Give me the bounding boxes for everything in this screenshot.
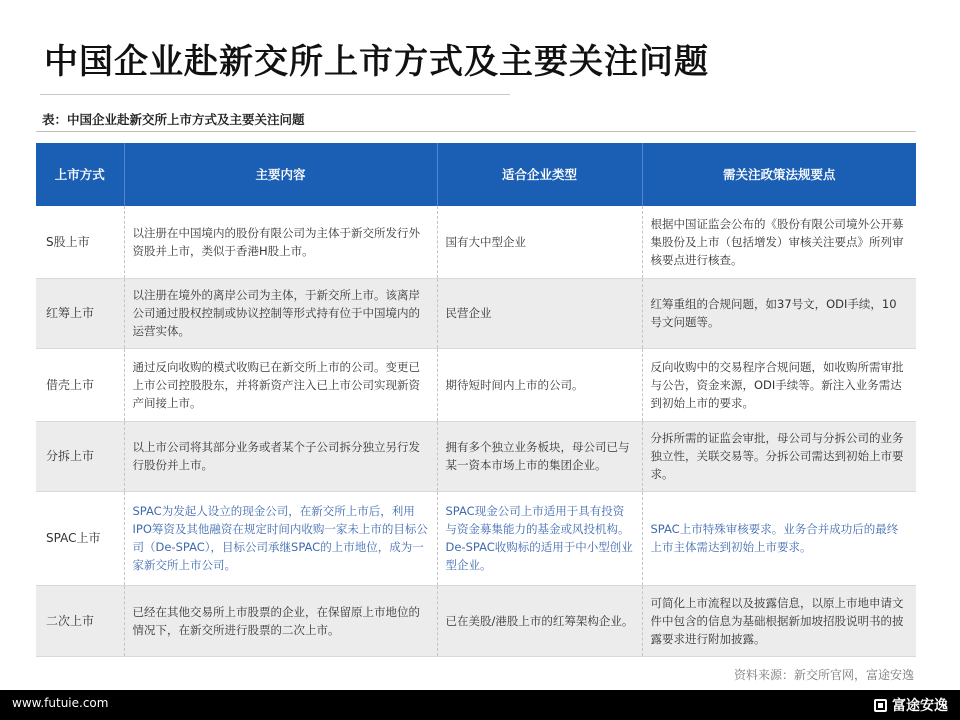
cell-policy-points: 分拆所需的证监会审批，母公司与分拆公司的业务独立性，关联交易等。分拆公司需达到初始上市要求。 bbox=[642, 421, 916, 491]
caption-divider bbox=[36, 131, 916, 132]
cell-enterprise-type: SPAC现金公司上市适用于具有投资与资金募集能力的基金或风投机构。De-SPAC收购标的适用于中小型创业型企业。 bbox=[437, 491, 642, 585]
page-title: 中国企业赴新交所上市方式及主要关注问题 bbox=[44, 42, 709, 82]
table-row bbox=[36, 491, 916, 585]
cell-policy-points: 根据中国证监会公布的《股份有限公司境外公开募集股份及上市（包括增发）审核关注要点》所列审核要点进行核查。 bbox=[642, 206, 916, 278]
cell-enterprise-type: 拥有多个独立业务板块，母公司已与某一资本市场上市的集团企业。 bbox=[437, 421, 642, 491]
table-row bbox=[36, 278, 916, 348]
table-row bbox=[36, 348, 916, 421]
cell-content: 以注册在境外的离岸公司为主体，于新交所上市。该离岸公司通过股权控制或协议控制等形式持有位于中国境内的运营实体。 bbox=[124, 278, 437, 348]
footer-url[interactable]: www.futuie.com bbox=[12, 696, 109, 710]
brand-logo bbox=[874, 695, 948, 715]
cell-policy-points: 红筹重组的合规问题，如37号文，ODI手续，10号文问题等。 bbox=[642, 278, 916, 348]
cell-method: 红筹上市 bbox=[36, 278, 124, 348]
cell-method: S股上市 bbox=[36, 206, 124, 278]
cell-content: SPAC为发起人设立的现金公司，在新交所上市后，利用IPO筹资及其他融资在规定时间内收购一家未上市的目标公司（De-SPAC），目标公司承继SPAC的上市地位，成为一家新交所上市公司。 bbox=[124, 491, 437, 585]
brand-icon bbox=[874, 699, 887, 712]
cell-enterprise-type: 期待短时间内上市的公司。 bbox=[437, 348, 642, 421]
table-row bbox=[36, 421, 916, 491]
listing-methods-table bbox=[36, 143, 916, 657]
cell-method: SPAC上市 bbox=[36, 491, 124, 585]
cell-method: 分拆上市 bbox=[36, 421, 124, 491]
header-policy-points: 需关注政策法规要点 bbox=[642, 143, 916, 206]
table-caption: 表：中国企业赴新交所上市方式及主要关注问题 bbox=[42, 112, 305, 127]
source-note: 资料来源：新交所官网，富途安逸 bbox=[733, 668, 914, 682]
header-content: 主要内容 bbox=[124, 143, 437, 206]
cell-content: 通过反向收购的模式收购已在新交所上市的公司。变更已上市公司控股股东，并将新资产注入已上市公司实现新资产间接上市。 bbox=[124, 348, 437, 421]
cell-method: 借壳上市 bbox=[36, 348, 124, 421]
cell-policy-points: 可简化上市流程以及披露信息，以原上市地申请文件中包含的信息为基础根据新加坡招股说明书的披露要求进行附加披露。 bbox=[642, 585, 916, 656]
footer-bar bbox=[0, 690, 960, 720]
table-header-row bbox=[36, 143, 916, 206]
cell-content: 已经在其他交易所上市股票的企业，在保留原上市地位的情况下，在新交所进行股票的二次上市。 bbox=[124, 585, 437, 656]
cell-enterprise-type: 已在美股/港股上市的红筹架构企业。 bbox=[437, 585, 642, 656]
title-divider bbox=[40, 94, 510, 95]
cell-method: 二次上市 bbox=[36, 585, 124, 656]
cell-policy-points: 反向收购中的交易程序合规问题，如收购所需审批与公告，资金来源，ODI手续等。新注入业务需达到初始上市的要求。 bbox=[642, 348, 916, 421]
header-method: 上市方式 bbox=[36, 143, 124, 206]
table-row bbox=[36, 585, 916, 656]
cell-enterprise-type: 国有大中型企业 bbox=[437, 206, 642, 278]
cell-content: 以上市公司将其部分业务或者某个子公司拆分独立另行发行股份并上市。 bbox=[124, 421, 437, 491]
header-enterprise-type: 适合企业类型 bbox=[437, 143, 642, 206]
cell-enterprise-type: 民营企业 bbox=[437, 278, 642, 348]
cell-policy-points: SPAC上市特殊审核要求。业务合并成功后的最终上市主体需达到初始上市要求。 bbox=[642, 491, 916, 585]
table-row bbox=[36, 206, 916, 278]
brand-name: 富途安逸 bbox=[892, 698, 948, 714]
cell-content: 以注册在中国境内的股份有限公司为主体于新交所发行外资股并上市，类似于香港H股上市。 bbox=[124, 206, 437, 278]
